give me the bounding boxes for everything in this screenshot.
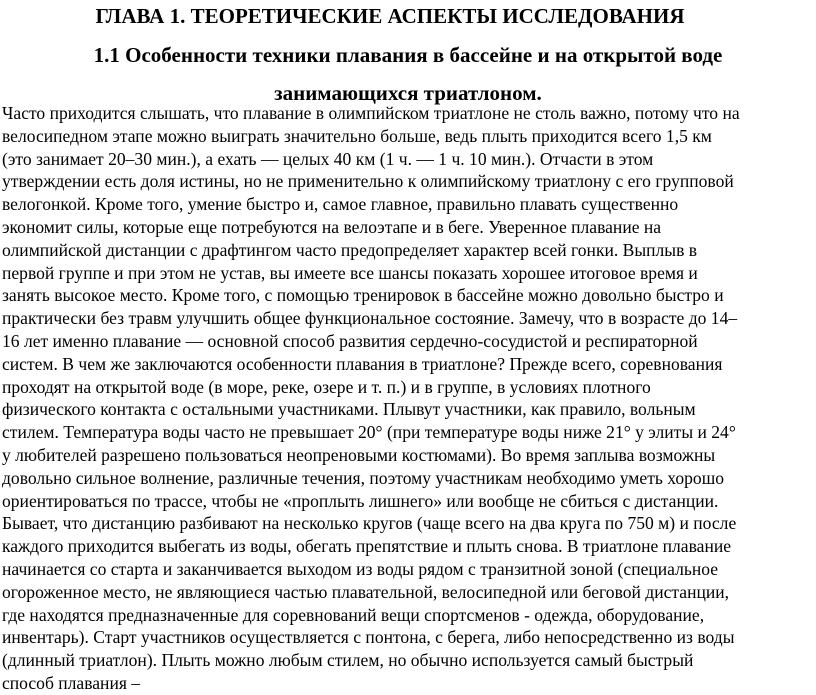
- text-line: стилем. Температура воды часто не превышает 20° (при температуре воды ниже 21° у элиты и 24°: [2, 422, 736, 443]
- text-line: велосипедном этапе можно выиграть значительно больше, ведь плыть приходится всего 1,5 км: [2, 125, 712, 146]
- text-line: утверждении есть доля истины, но не применительно к олимпийскому триатлону с его групповой: [2, 171, 734, 192]
- text-line: Бывает, что дистанцию разбивают на несколько кругов (чаще всего на два круга по 750 м) и после: [2, 513, 737, 534]
- text-line: (это занимает 20–30 мин.), а ехать — целых 40 км (1 ч. — 1 ч. 10 мин.). Отчасти в этом: [2, 148, 654, 169]
- text-line: систем. В чем же заключаются особенности плавания в триатлоне? Прежде всего, соревнования: [2, 353, 723, 374]
- text-line: способ плавания –: [2, 672, 141, 693]
- chapter-title: ГЛАВА 1. ТЕОРЕТИЧЕСКИЕ АСПЕКТЫ ИССЛЕДОВАНИЯ: [95, 4, 685, 28]
- text-line: огороженное место, не являющиеся частью плавательной, велосипедной или беговой дистанции,: [2, 581, 730, 602]
- text-line: первой группе и при этом не устав, вы имеете все шансы показать хорошее итоговое время и: [2, 262, 698, 283]
- section-title-line-1: 1.1 Особенности техники плавания в бассейне и на открытой воде: [93, 43, 723, 67]
- body-paragraph: [2, 102, 814, 695]
- text-line: у любителей разрешено пользоваться неопреновыми костюмами). Во время заплыва возможны: [2, 444, 716, 465]
- text-line: инвентарь). Старт участников осуществляется с понтона, с берега, либо непосредственно из воды: [2, 627, 735, 648]
- text-line: (длинный триатлон). Плыть можно любым стилем, но обычно используется самый быстрый: [2, 650, 694, 671]
- text-line: Часто приходится слышать, что плавание в олимпийском триатлоне не столь важно, потому что на: [2, 103, 740, 123]
- text-line: где находятся предназначенные для соревнований вещи спортсменов - одежда, оборудование,: [2, 604, 705, 625]
- text-line: 16 лет именно плавание — основной способ развития сердечно-сосудистой и респираторной: [2, 330, 698, 351]
- text-line: довольно сильное волнение, различные течения, поэтому участникам необходимо уметь хорошо: [2, 467, 724, 488]
- section-title-line-2: занимающихся триатлоном.: [274, 81, 542, 105]
- text-line: олимпийской дистанции с драфтингом часто предопределяет характер всей гонки. Выплыв в: [2, 239, 698, 260]
- text-line: занять высокое место. Кроме того, с помощью тренировок в бассейне можно довольно быстро и: [2, 285, 724, 306]
- text-line: практически без травм улучшить общее функциональное состояние. Замечу, что в возрасте до 14–: [2, 308, 738, 329]
- text-line: физического контакта с остальными участниками. Плывут участники, как правило, вольным: [2, 399, 696, 420]
- section-title: [0, 36, 816, 112]
- text-line: экономит силы, которые еще потребуются на велоэтапе и в беге. Уверенное плавание на: [2, 216, 662, 237]
- text-line: начинается со старта и заканчивается выходом из воды рядом с транзитной зоной (специальное: [2, 558, 719, 579]
- text-line: проходят на открытой воде (в море, реке, озере и т. п.) и в группе, в условиях плотного: [2, 376, 651, 397]
- text-line: ориентироваться по трассе, чтобы не «проплыть лишнего» или вообще не сбиться с дистанции.: [2, 490, 719, 511]
- text-line: каждого приходится выбегать из воды, обегать препятствие и плыть снова. В триатлоне плавание: [2, 536, 732, 557]
- text-line: велогонкой. Кроме того, умение быстро и, самое главное, правильно плавать существенно: [2, 194, 679, 215]
